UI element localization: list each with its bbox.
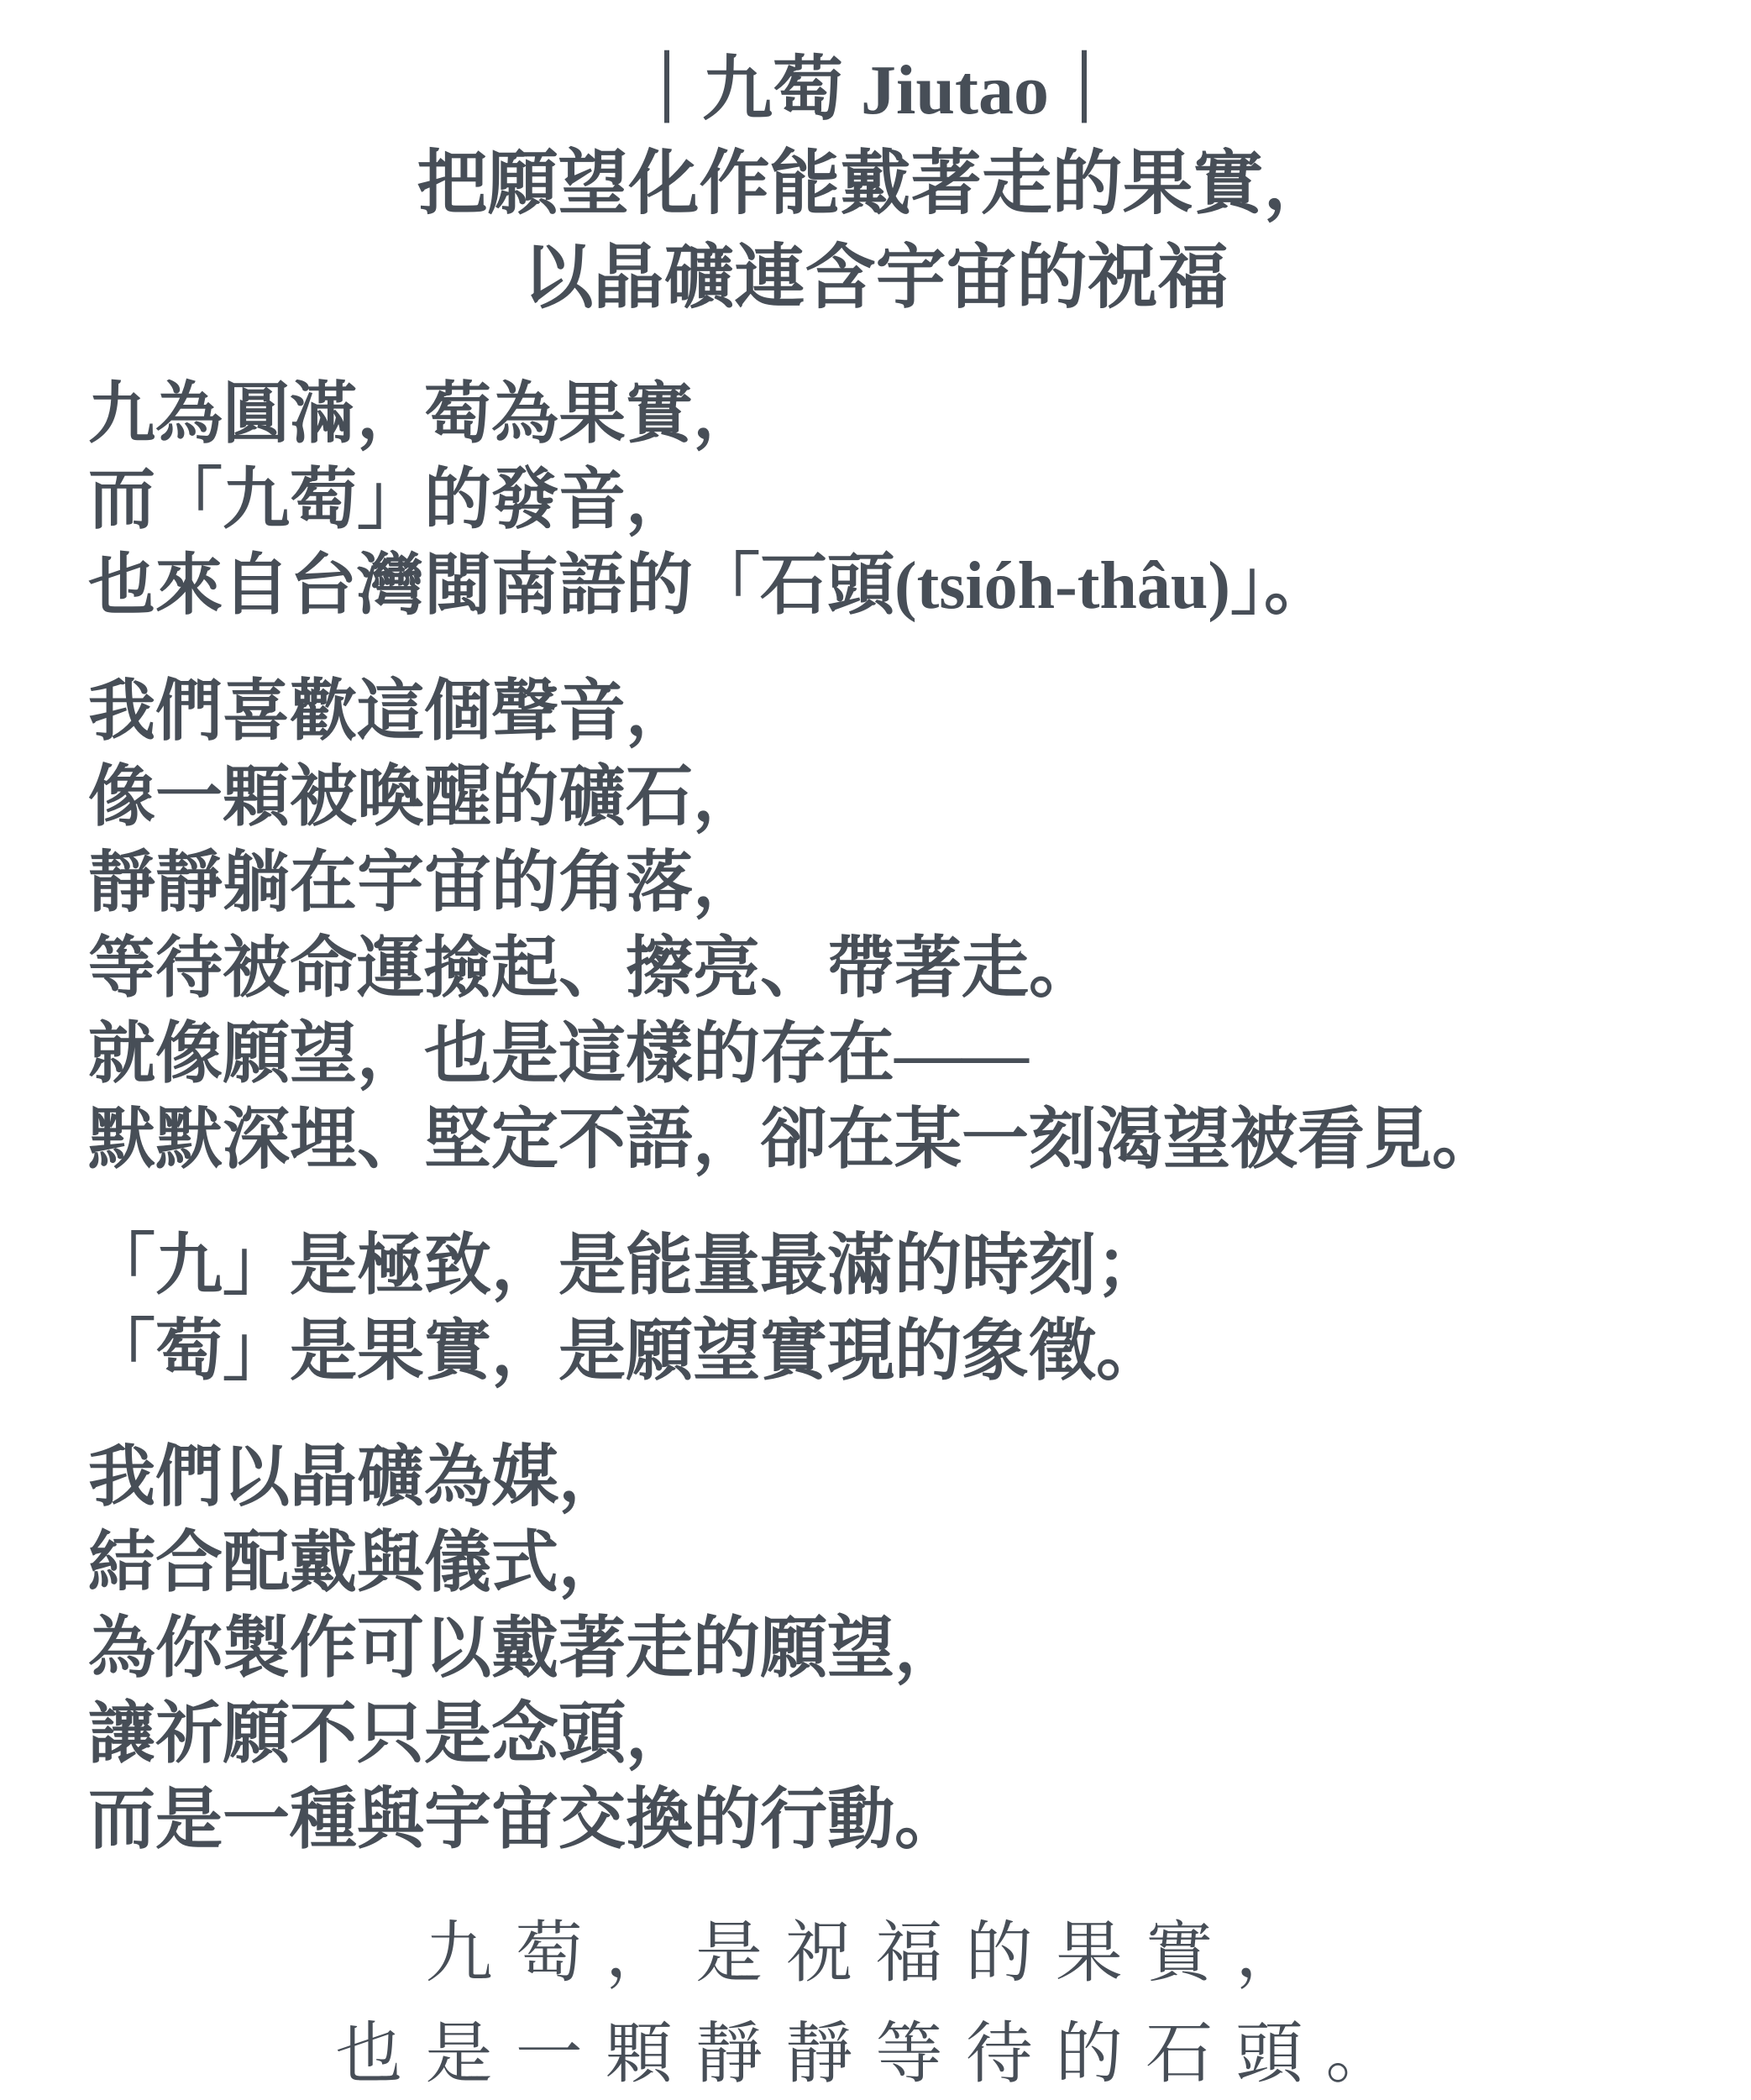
paragraph-name-origin [88,372,1701,629]
page-header [0,0,1751,326]
body-line: 等待被命運撿起、擦亮、帶著走。 [88,932,1096,1006]
page-title: ｜九萄 Jiutao｜ [631,51,1120,129]
body-line: 結合配戴與儀式， [88,1527,626,1600]
body-line: 「萄」是果實，是願望實現的象徵。 [88,1315,1163,1389]
handwritten-tagline [0,1904,1751,2100]
body-line: 默默深埋、堅定不語，卻在某一刻渴望被看見。 [88,1103,1499,1177]
body-line: 讓祈願不只是念頭， [88,1698,693,1772]
body-line: 「九」是極致，是能量最滿的時刻； [88,1229,1163,1303]
body-line: 為你製作可以戴著走的願望， [88,1612,962,1686]
body-line: 九為圓滿，萄為果實， [88,378,760,452]
body-line: 像一顆被喚醒的礦石， [88,761,760,835]
paragraph-characters-meaning [88,1223,1701,1395]
body-text [88,372,1701,1863]
footer-line: 九萄，是祝福的果實， [425,1917,1326,1991]
subtitle-line: 把願望化作能戴著走的果實， [417,145,1334,223]
paragraph-mission [88,1435,1701,1863]
body-line: 我們喜歡這個聲音， [88,675,693,749]
body-line: 而「九萄」的發音， [88,463,693,537]
subtitle-line: 以晶礦連含宇宙的祝福 [522,239,1229,317]
paragraph-sound-metaphor [88,669,1701,1183]
body-line: 也來自台灣閩南語的「石頭(tsióh-thâu)」。 [88,549,1332,623]
body-line: 我們以晶礦為媒， [88,1441,626,1515]
body-line: 就像願望，也是這樣的存在—— [88,1018,1029,1092]
body-line: 靜靜躺在宇宙的角落， [88,846,760,920]
footer-line: 也是一顆靜靜等待的石頭。 [335,2018,1416,2092]
body-line: 而是一種與宇宙交換的行動。 [88,1783,962,1857]
